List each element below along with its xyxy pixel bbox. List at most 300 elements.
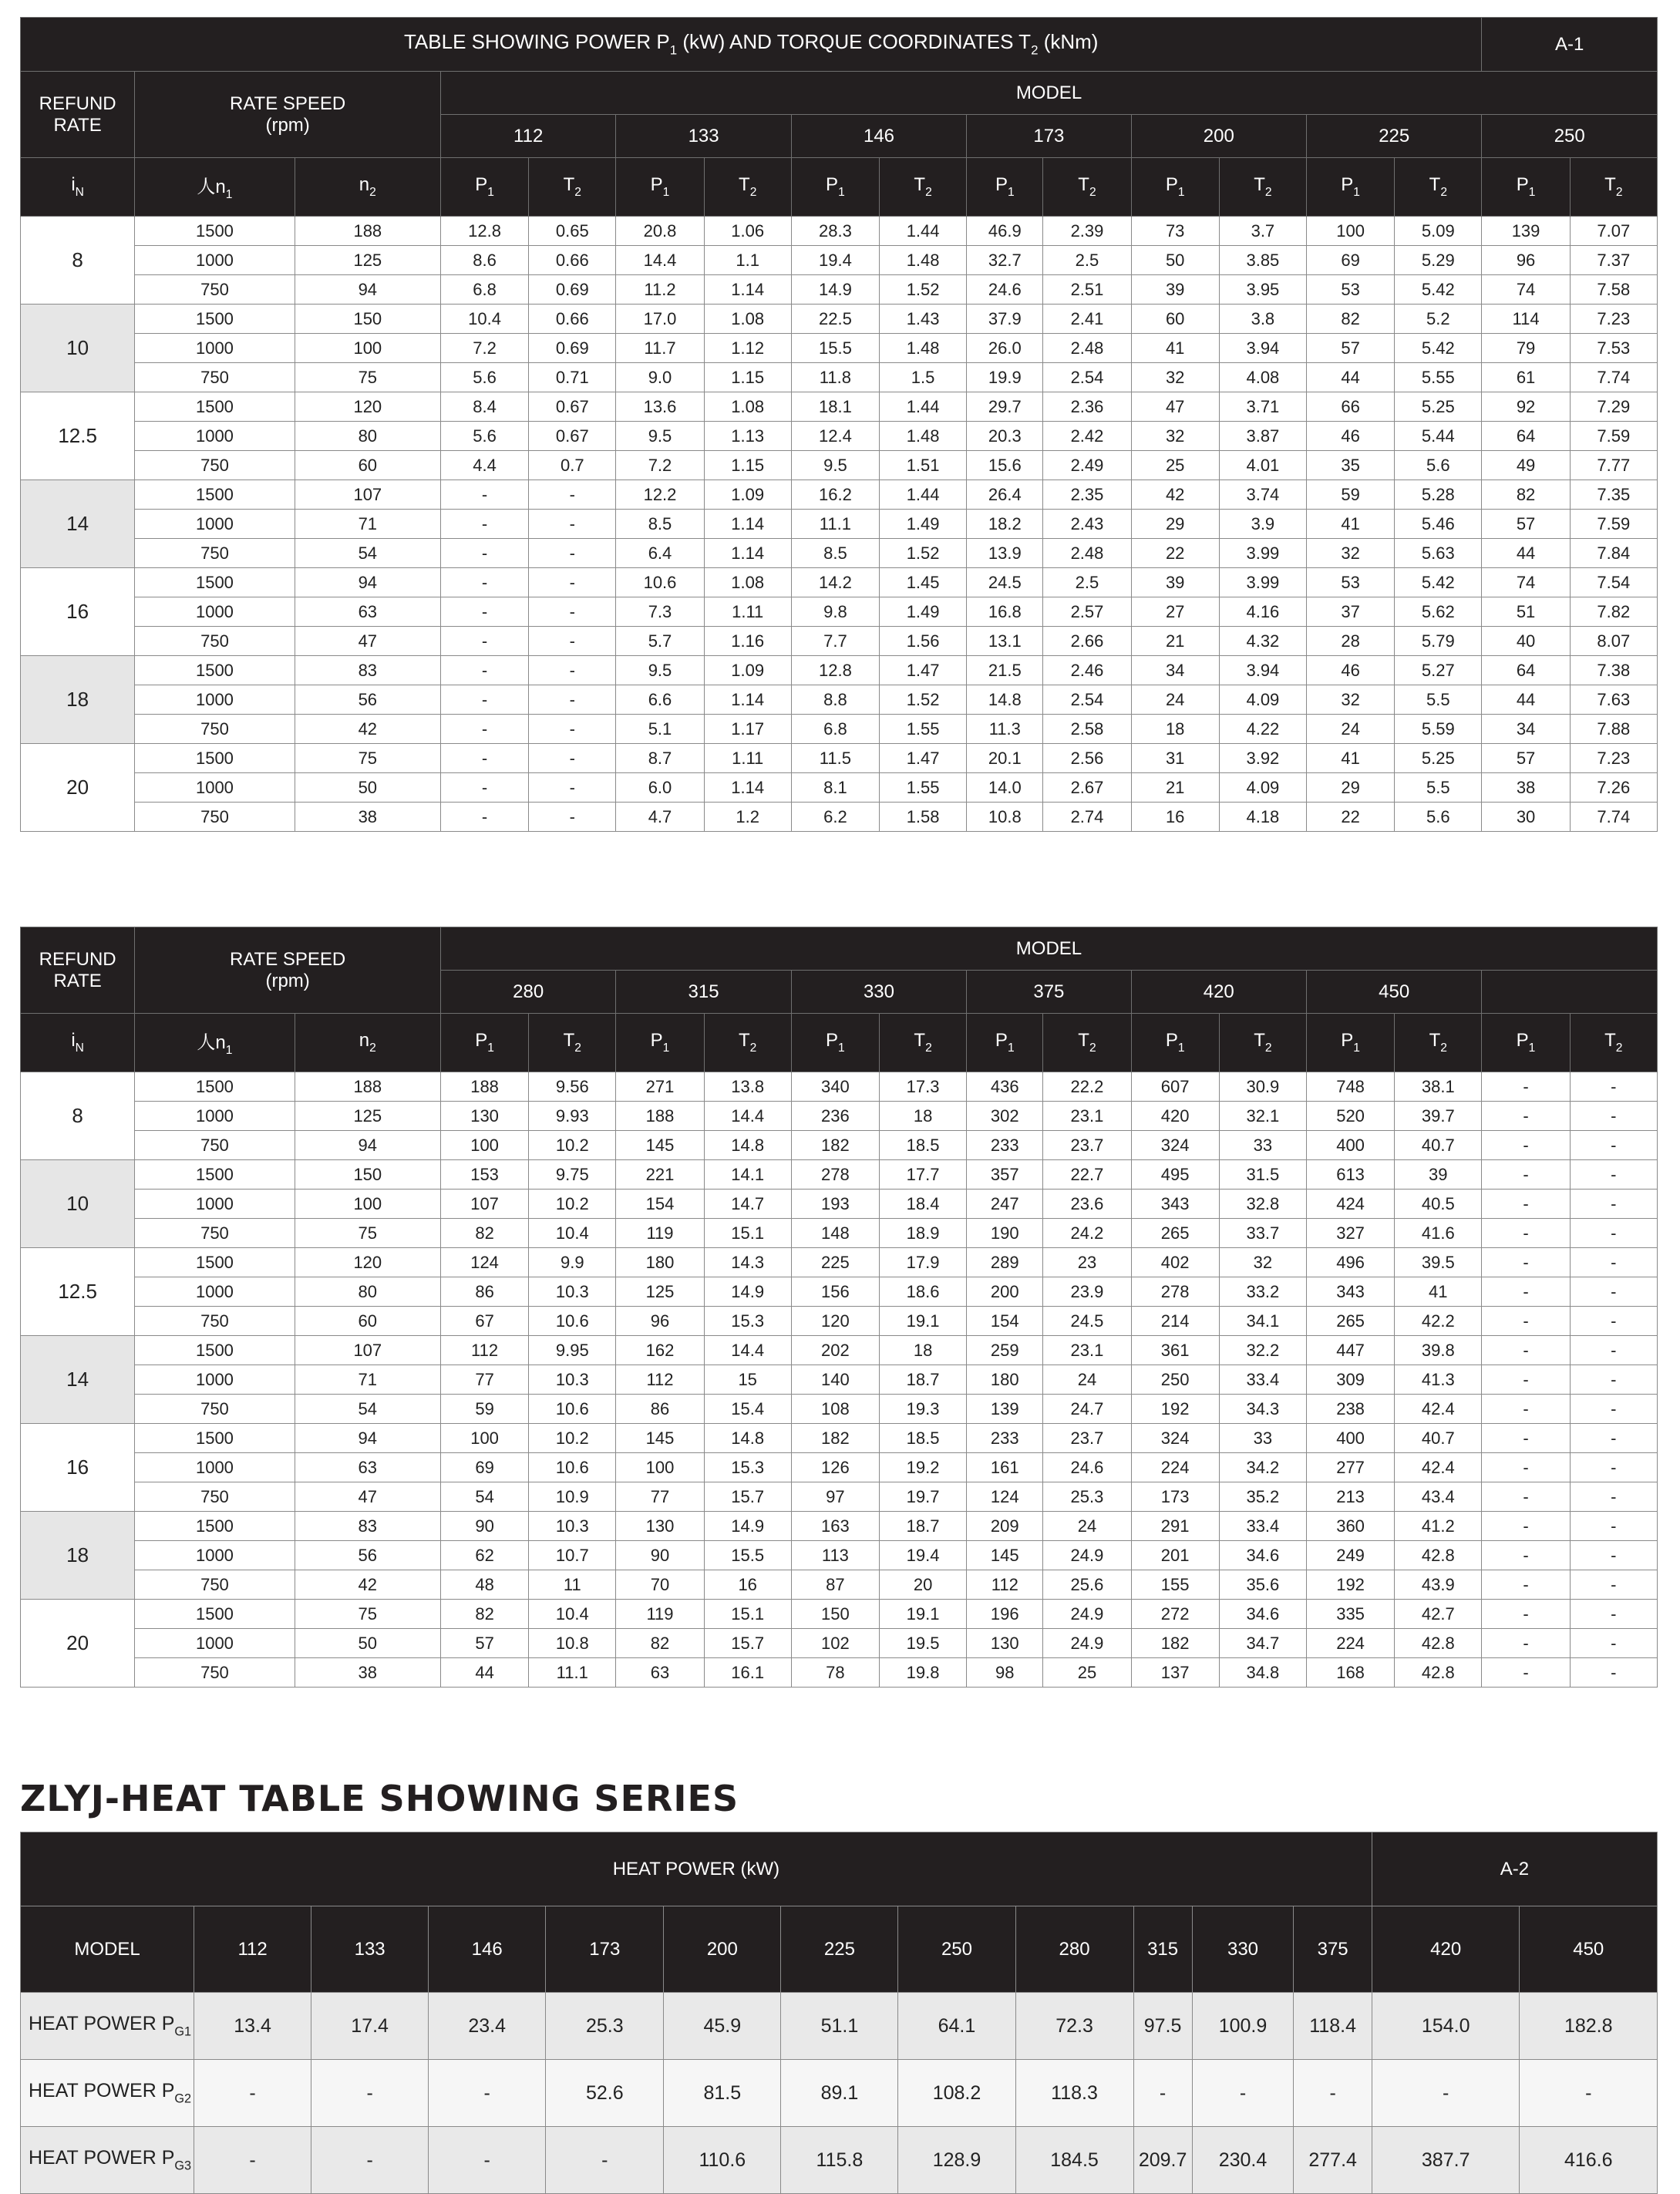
heat-value: 230.4 [1192, 2127, 1294, 2194]
symbol-n2-sub: 2 [369, 186, 376, 199]
data-cell: - [440, 568, 528, 597]
data-cell: 48 [440, 1570, 528, 1600]
data-cell: 54 [295, 539, 440, 568]
data-cell: 7.63 [1570, 685, 1657, 715]
data-cell: 1.08 [704, 305, 791, 334]
data-cell: 10.4 [529, 1600, 616, 1629]
heat-value: 97.5 [1133, 1993, 1192, 2060]
data-cell: 119 [616, 1219, 704, 1248]
data-cell: 71 [295, 1365, 440, 1395]
data-cell: 0.7 [529, 451, 616, 480]
symbol-t2-main: T [563, 173, 575, 195]
data-cell: 24.5 [1043, 1307, 1131, 1336]
data-cell: 60 [295, 1307, 440, 1336]
data-cell: 0.71 [529, 363, 616, 392]
data-cell: 8.5 [791, 539, 879, 568]
model-header: MODEL [440, 927, 1657, 971]
table-row [21, 803, 1658, 832]
symbol-p1-sub: 1 [1007, 1041, 1015, 1055]
heat-value: 64.1 [898, 1993, 1015, 2060]
data-cell: 2.58 [1043, 715, 1131, 744]
symbol-p1-sub: 1 [662, 1041, 670, 1055]
data-cell: 2.74 [1043, 803, 1131, 832]
symbol-p1-sub: 1 [487, 1041, 494, 1055]
data-cell: 19.2 [879, 1453, 966, 1482]
data-cell: 33 [1219, 1131, 1306, 1160]
heat-model-375: 375 [1294, 1906, 1372, 1993]
data-cell: 520 [1306, 1102, 1394, 1131]
data-cell: 278 [1131, 1277, 1219, 1307]
heat-value: 110.6 [664, 2127, 781, 2194]
data-cell: 51 [1482, 597, 1570, 627]
data-cell: 79 [1482, 334, 1570, 363]
data-cell: 35 [1306, 451, 1394, 480]
data-cell: 2.48 [1043, 334, 1131, 363]
data-cell: 24.9 [1043, 1541, 1131, 1570]
data-cell: 77 [616, 1482, 704, 1512]
refund-rate-label: REFUND [39, 948, 116, 970]
data-cell: 47 [1131, 392, 1219, 422]
data-cell: 130 [616, 1512, 704, 1541]
heat-value: 118.3 [1015, 2060, 1133, 2127]
symbol-p1 [1306, 1014, 1394, 1072]
data-cell: 102 [791, 1629, 879, 1658]
data-cell: 3.94 [1219, 656, 1306, 685]
data-cell: 14.3 [704, 1248, 791, 1277]
data-cell: 32.7 [967, 246, 1043, 275]
symbol-t2 [1395, 1014, 1482, 1072]
data-cell: 3.9 [1219, 510, 1306, 539]
rate-speed-header [135, 72, 441, 158]
data-cell: 335 [1306, 1600, 1394, 1629]
heat-value: 182.8 [1520, 1993, 1658, 2060]
data-cell: 5.42 [1395, 568, 1482, 597]
data-cell: 495 [1131, 1160, 1219, 1190]
table-row [21, 363, 1658, 392]
data-cell: 5.5 [1395, 685, 1482, 715]
symbol-i-main: i [71, 1029, 76, 1051]
symbol-n2 [295, 1014, 440, 1072]
data-cell: 1.49 [880, 510, 967, 539]
data-cell: 11 [529, 1570, 616, 1600]
ratio-cell: 8 [21, 217, 135, 305]
data-cell: 10.6 [529, 1395, 616, 1424]
heat-value: - [194, 2060, 311, 2127]
data-cell: 0.66 [529, 246, 616, 275]
symbol-t2-sub: 2 [925, 1041, 932, 1055]
data-cell: 302 [967, 1102, 1043, 1131]
symbol-p1 [440, 158, 528, 217]
data-cell: 5.6 [440, 422, 528, 451]
data-cell: 1500 [135, 1160, 295, 1190]
data-cell: 324 [1131, 1131, 1219, 1160]
data-cell: 10.8 [529, 1629, 616, 1658]
data-cell: 10.2 [529, 1424, 616, 1453]
data-cell: - [1482, 1160, 1570, 1190]
data-cell: - [1482, 1512, 1570, 1541]
data-cell: 18.5 [879, 1131, 966, 1160]
data-cell: 94 [295, 1424, 440, 1453]
data-cell: 1000 [135, 1365, 295, 1395]
symbol-t2-main: T [1429, 1029, 1441, 1051]
data-cell: 10.7 [529, 1541, 616, 1570]
data-cell: 343 [1131, 1190, 1219, 1219]
data-cell: - [1570, 1629, 1657, 1658]
data-cell: 94 [295, 275, 440, 305]
symbol-p1-main: P [1516, 1029, 1529, 1051]
data-cell: 4.22 [1219, 715, 1306, 744]
data-cell: 14.4 [616, 246, 704, 275]
symbol-n1-main: 人n [197, 1032, 226, 1054]
data-cell: 23.1 [1043, 1102, 1131, 1131]
data-cell: - [440, 627, 528, 656]
table-row [21, 1248, 1658, 1277]
data-cell: 24.6 [1043, 1453, 1131, 1482]
data-cell: 8.8 [791, 685, 879, 715]
data-cell: 750 [135, 1219, 295, 1248]
data-cell: 34.3 [1219, 1395, 1306, 1424]
power-torque-table-1 [20, 17, 1658, 832]
data-cell: 4.32 [1219, 627, 1306, 656]
ratio-cell: 20 [21, 744, 135, 832]
data-cell: 19.5 [879, 1629, 966, 1658]
data-cell: 7.37 [1570, 246, 1657, 275]
data-cell: 20 [879, 1570, 966, 1600]
heat-row [21, 2127, 1658, 2194]
data-cell: 1.43 [880, 305, 967, 334]
symbol-p1-sub: 1 [1177, 186, 1185, 199]
data-cell: 7.82 [1570, 597, 1657, 627]
table-row [21, 1658, 1658, 1688]
symbol-p1-sub: 1 [1528, 186, 1536, 199]
refund-rate-label: REFUND [39, 93, 116, 114]
data-cell: 340 [791, 1072, 879, 1102]
table-row [21, 597, 1658, 627]
data-cell: 14.9 [704, 1512, 791, 1541]
model-146: 146 [791, 115, 966, 158]
heat-value: - [1192, 2060, 1294, 2127]
data-cell: 5.59 [1395, 715, 1482, 744]
data-cell: 16.8 [967, 597, 1043, 627]
data-cell: 9.75 [529, 1160, 616, 1190]
data-cell: 70 [616, 1570, 704, 1600]
data-cell: 12.8 [791, 656, 879, 685]
symbol-t2 [529, 1014, 616, 1072]
heat-label-text: HEAT POWER P [29, 2146, 175, 2169]
data-cell: 32 [1131, 363, 1219, 392]
data-cell: 24.9 [1043, 1600, 1131, 1629]
data-cell: 53 [1306, 275, 1394, 305]
data-cell: 1.44 [880, 392, 967, 422]
model-450: 450 [1306, 971, 1481, 1014]
data-cell: 1500 [135, 568, 295, 597]
data-cell: 41 [1306, 510, 1394, 539]
data-cell: - [440, 597, 528, 627]
symbol-t2-main: T [914, 1029, 926, 1051]
symbol-p1-main: P [826, 173, 839, 195]
data-cell: 14.7 [704, 1190, 791, 1219]
heat-value: 277.4 [1294, 2127, 1372, 2194]
data-cell: 180 [967, 1365, 1043, 1395]
data-cell: 63 [295, 597, 440, 627]
table-row [21, 480, 1658, 510]
heat-power-header: HEAT POWER (kW) [21, 1832, 1372, 1906]
data-cell: 41 [1306, 744, 1394, 773]
table-row [21, 539, 1658, 568]
data-cell: 289 [967, 1248, 1043, 1277]
heat-row [21, 1993, 1658, 2060]
data-cell: 5.46 [1395, 510, 1482, 539]
data-cell: 41 [1131, 334, 1219, 363]
data-cell: 56 [295, 1541, 440, 1570]
data-cell: 200 [967, 1277, 1043, 1307]
rate-speed-label: RATE SPEED [229, 948, 346, 970]
data-cell: 32 [1306, 539, 1394, 568]
data-cell: 62 [440, 1541, 528, 1570]
data-cell: 750 [135, 363, 295, 392]
data-cell: 154 [967, 1307, 1043, 1336]
data-cell: 1.47 [880, 656, 967, 685]
data-cell: 3.94 [1219, 334, 1306, 363]
data-cell: - [529, 539, 616, 568]
data-cell: 18.2 [967, 510, 1043, 539]
data-cell: 309 [1306, 1365, 1394, 1395]
data-cell: - [529, 627, 616, 656]
data-cell: 92 [1482, 392, 1570, 422]
data-cell: 145 [616, 1424, 704, 1453]
data-cell: 0.65 [529, 217, 616, 246]
data-cell: 14.0 [967, 773, 1043, 803]
symbol-t2-sub: 2 [1615, 1041, 1623, 1055]
data-cell: 7.59 [1570, 510, 1657, 539]
symbol-n2-sub: 2 [369, 1041, 376, 1055]
symbol-p1 [440, 1014, 528, 1072]
symbol-p1-main: P [650, 1029, 663, 1051]
data-cell: 7.2 [616, 451, 704, 480]
heat-value: - [311, 2060, 429, 2127]
data-cell: 6.4 [616, 539, 704, 568]
data-cell: 750 [135, 627, 295, 656]
data-cell: 1.45 [880, 568, 967, 597]
data-cell: 1500 [135, 744, 295, 773]
data-cell: 29 [1131, 510, 1219, 539]
data-cell: - [1570, 1160, 1657, 1190]
data-cell: 80 [295, 422, 440, 451]
data-cell: 119 [616, 1600, 704, 1629]
data-cell: 125 [616, 1277, 704, 1307]
data-cell: 4.09 [1219, 685, 1306, 715]
data-cell: 162 [616, 1336, 704, 1365]
heat-label-text: HEAT POWER P [29, 2012, 175, 2034]
data-cell: 0.67 [529, 392, 616, 422]
data-cell: 343 [1306, 1277, 1394, 1307]
table-row [21, 334, 1658, 363]
symbol-t2-sub: 2 [1440, 186, 1447, 199]
data-cell: 214 [1131, 1307, 1219, 1336]
heat-label-sub: G2 [174, 2091, 192, 2106]
heat-power-table [20, 1832, 1658, 2194]
data-cell: 277 [1306, 1453, 1394, 1482]
heat-value: 51.1 [781, 1993, 898, 2060]
data-cell: - [1482, 1072, 1570, 1102]
data-cell: 25.3 [1043, 1482, 1131, 1512]
data-cell: 75 [295, 1219, 440, 1248]
data-cell: 100 [616, 1453, 704, 1482]
data-cell: 32 [1219, 1248, 1306, 1277]
data-cell: 32 [1306, 685, 1394, 715]
table-row [21, 1512, 1658, 1541]
data-cell: 17.0 [616, 305, 704, 334]
data-cell: 265 [1131, 1219, 1219, 1248]
data-cell: 5.27 [1395, 656, 1482, 685]
data-cell: 18 [879, 1102, 966, 1131]
data-cell: 75 [295, 1600, 440, 1629]
data-cell: 7.74 [1570, 363, 1657, 392]
data-cell: 1.5 [880, 363, 967, 392]
data-cell: 29.7 [967, 392, 1043, 422]
symbol-p1-sub: 1 [838, 186, 845, 199]
data-cell: 33.2 [1219, 1277, 1306, 1307]
data-cell: 34.7 [1219, 1629, 1306, 1658]
data-cell: 7.84 [1570, 539, 1657, 568]
data-cell: 18.1 [791, 392, 879, 422]
data-cell: 33.7 [1219, 1219, 1306, 1248]
table-row [21, 1482, 1658, 1512]
symbol-p1-sub: 1 [1007, 186, 1015, 199]
data-cell: 11.7 [616, 334, 704, 363]
data-cell: 5.42 [1395, 334, 1482, 363]
data-cell: 2.41 [1043, 305, 1131, 334]
data-cell: 4.08 [1219, 363, 1306, 392]
data-cell: 14.9 [704, 1277, 791, 1307]
data-cell: 4.01 [1219, 451, 1306, 480]
data-cell: 447 [1306, 1336, 1394, 1365]
data-cell: - [1570, 1395, 1657, 1424]
data-cell: 750 [135, 1482, 295, 1512]
data-cell: 120 [295, 1248, 440, 1277]
data-cell: 1.48 [880, 334, 967, 363]
data-cell: 19.1 [879, 1600, 966, 1629]
symbol-p1 [616, 158, 704, 217]
data-cell: 86 [616, 1395, 704, 1424]
table-row [21, 1395, 1658, 1424]
data-cell: 201 [1131, 1541, 1219, 1570]
symbol-t2 [1570, 1014, 1657, 1072]
data-cell: 94 [295, 1131, 440, 1160]
heat-model-315: 315 [1133, 1906, 1192, 1993]
symbol-n1-main: 人n [197, 177, 226, 198]
symbol-i [21, 158, 135, 217]
symbol-t2-main: T [739, 1029, 750, 1051]
data-cell: 18.7 [879, 1365, 966, 1395]
data-cell: 1.09 [704, 656, 791, 685]
data-cell: - [1570, 1102, 1657, 1131]
ratio-cell: 10 [21, 305, 135, 392]
data-cell: 86 [440, 1277, 528, 1307]
data-cell: 7.54 [1570, 568, 1657, 597]
data-cell: 14.4 [704, 1336, 791, 1365]
data-cell: 82 [440, 1219, 528, 1248]
table-row [21, 685, 1658, 715]
data-cell: 15.4 [704, 1395, 791, 1424]
model-blank [1482, 971, 1658, 1014]
data-cell: 15.5 [791, 334, 879, 363]
data-cell: 3.71 [1219, 392, 1306, 422]
symbol-t2-main: T [1078, 1029, 1089, 1051]
data-cell: 5.29 [1395, 246, 1482, 275]
data-cell: 14.1 [704, 1160, 791, 1190]
data-cell: 238 [1306, 1395, 1394, 1424]
table-tag: A-2 [1372, 1832, 1657, 1906]
data-cell: 34.1 [1219, 1307, 1306, 1336]
data-cell: 13.8 [704, 1072, 791, 1102]
data-cell: 9.5 [616, 422, 704, 451]
data-cell: - [1570, 1482, 1657, 1512]
data-cell: 16 [1131, 803, 1219, 832]
data-cell: 23.6 [1043, 1190, 1131, 1219]
data-cell: 19.8 [879, 1658, 966, 1688]
table-row [21, 627, 1658, 656]
data-cell: 24 [1306, 715, 1394, 744]
model-420: 420 [1131, 971, 1306, 1014]
data-cell: 10.8 [967, 803, 1043, 832]
data-cell: 10.2 [529, 1190, 616, 1219]
data-cell: 613 [1306, 1160, 1394, 1190]
data-cell: 2.56 [1043, 744, 1131, 773]
data-cell: 35.6 [1219, 1570, 1306, 1600]
data-cell: 26.0 [967, 334, 1043, 363]
data-cell: 13.9 [967, 539, 1043, 568]
data-cell: 1000 [135, 1190, 295, 1219]
data-cell: 1.58 [880, 803, 967, 832]
heat-model-420: 420 [1372, 1906, 1520, 1993]
data-cell: 57 [1306, 334, 1394, 363]
data-cell: - [1570, 1365, 1657, 1395]
symbol-t2 [1043, 158, 1131, 217]
data-cell: 155 [1131, 1570, 1219, 1600]
data-cell: - [1570, 1219, 1657, 1248]
data-cell: 19.1 [879, 1307, 966, 1336]
heat-value: 184.5 [1015, 2127, 1133, 2194]
data-cell: 272 [1131, 1600, 1219, 1629]
data-cell: 19.4 [791, 246, 879, 275]
data-cell: 1.12 [704, 334, 791, 363]
data-cell: 107 [440, 1190, 528, 1219]
data-cell: 39 [1131, 275, 1219, 305]
data-cell: 1.17 [704, 715, 791, 744]
data-cell: 1.06 [704, 217, 791, 246]
data-cell: 43.4 [1395, 1482, 1482, 1512]
data-cell: 40 [1482, 627, 1570, 656]
data-cell: 1000 [135, 334, 295, 363]
data-cell: 53 [1306, 568, 1394, 597]
data-cell: 83 [295, 1512, 440, 1541]
model-250: 250 [1482, 115, 1658, 158]
data-cell: 2.35 [1043, 480, 1131, 510]
data-cell: 44 [1482, 685, 1570, 715]
data-cell: 18.6 [879, 1277, 966, 1307]
data-cell: 9.8 [791, 597, 879, 627]
data-cell: - [529, 656, 616, 685]
rate-speed-header [135, 927, 441, 1014]
data-cell: 4.4 [440, 451, 528, 480]
symbol-p1-main: P [475, 173, 488, 195]
table-row [21, 451, 1658, 480]
symbol-n1 [135, 158, 295, 217]
data-cell: 5.1 [616, 715, 704, 744]
data-cell: 24.7 [1043, 1395, 1131, 1424]
data-cell: 38 [295, 1658, 440, 1688]
